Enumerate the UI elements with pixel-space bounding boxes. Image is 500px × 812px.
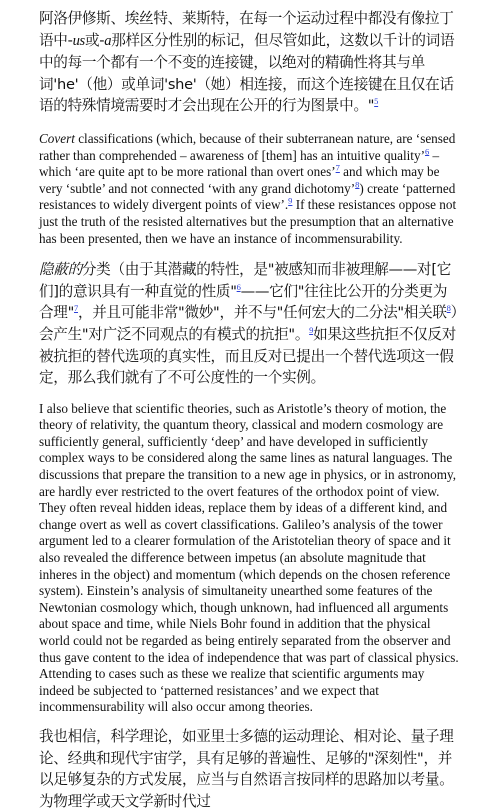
footnote-link-7[interactable]: 7 <box>74 303 78 314</box>
text-run: If these resistances oppose not just the truth of the resisted alternatives but the presumption that an alternative has been presented, then we have an instance of incommensurability. <box>39 197 457 246</box>
emphasis-covert: Covert <box>39 130 75 146</box>
text-run: 分类（由于其潜藏的特性，是"被感知而非被理解——对[它们]的意识具有一种直觉的性质" <box>39 261 452 300</box>
footnote-link-9[interactable]: 9 <box>309 325 314 336</box>
text-run: ——它们"往往比公开的分类更为合理" <box>39 282 448 322</box>
text-run: classifications (which, because of their subterranean nature, are ‘sensed rather than comprehended – awareness of [them] has an intuitive quality’ <box>39 130 456 163</box>
footnote-link-7[interactable]: 7 <box>335 162 340 173</box>
text-run: 那样区分性别的标记，但尽管如此，这数以千计的词语中的每一个都有一个不变的连接键，以绝对的精确性将其与单词'he'（他）或单词'she'（她）相连接，而这个连接键在且仅在话语的特殊情境需要时才会出现在公开的行为图景中。" <box>39 31 455 115</box>
paragraph-zh-3 <box>39 726 459 812</box>
emphasis-covert-zh: 隐蔽的 <box>39 261 82 279</box>
text-run: I also believe that scientific theories, such as Aristotle’s theory of motion, the theory of relativity, the quantum theory, classical and modern cosmology are sufficiently general, sufficiently ‘deep’ and have developed in sufficiently complex ways to be considered along the same lines as natural languages. The discussions that prepare the transition to a new age in physics, or in astronomy, are hardly ever restricted to the overt features of the orthodox point of view. They often reveal hidden ideas, replace them by ideas of a different kind, and change overt as well as covert classifications. Galileo’s analysis of the tower argument led to a clearer formulation of the Aristotelian theory of space and it also revealed the difference between impetus (an absolute magnitude that inheres in the object) and momentum (which depends on the chosen reference system). Einstein’s analysis of simultaneity unearthed some features of the Newtonian cosmology which, though unknown, had influenced all arguments about space and time, while Niels Bohr found in addition that the physical world could not be regarded as being entirely separated from the observer and thus gave content to the idea of independence that was part of classical physics. Attending to cases such as these we realize that scientific arguments may indeed be subjected to ‘patterned resistances’ and we expect that incommensurability will also occur among theories. <box>39 400 459 715</box>
paragraph-en-1 <box>39 131 459 247</box>
text-run: 如果这些抗拒不仅反对被抗拒的替代选项的真实性，而且反对已提出一个替代选项这一假定，那么我们就有了不可公度性的一个实例。 <box>39 325 457 387</box>
footnote-link-6[interactable]: 6 <box>424 146 430 157</box>
paragraph-en-2 <box>39 401 459 716</box>
paragraph-zh-1 <box>39 8 459 117</box>
paragraph-zh-2 <box>39 259 459 389</box>
text-run: 阿洛伊修斯、埃丝特、莱斯特，在每一个运动过程中都没有像拉丁语中- <box>39 10 454 49</box>
footnote-link-9[interactable]: 9 <box>288 195 293 206</box>
text-run: ) create ‘patterned resistances to widely divergent points of view’. <box>39 180 456 213</box>
latin-suffix: us <box>72 32 85 49</box>
text-run: – which ‘are quite apt to be more rational than overt ones’ <box>39 147 440 180</box>
text-run: ）会产生"对广泛不同观点的有模式的抗拒"。 <box>39 304 458 343</box>
footnote-link-6[interactable]: 6 <box>236 281 241 292</box>
footnote-link-8[interactable]: 8 <box>446 303 451 314</box>
document-page <box>39 8 459 812</box>
latin-suffix: a <box>104 32 112 49</box>
footnote-link-5[interactable]: 5 <box>374 96 379 107</box>
text-run: and which may be very ‘subtle’ and not connected ‘with any grand dichotomy’ <box>39 164 440 196</box>
text-run: 或- <box>84 31 105 49</box>
text-run: ，并且可能非常"微妙"，并不与"任何宏大的二分法"相关联 <box>77 304 447 322</box>
text-run: 我也相信，科学理论，如亚里士多德的运动理论、相对论、量子理论、经典和现代宇宙学，具有足够的普遍性、足够的"深刻性"，并以足够复杂的方式发展，应当与自然语言按同样的思路加以考量。为物理学或天文学新时代过 <box>39 727 454 810</box>
footnote-link-8[interactable]: 8 <box>355 179 360 190</box>
